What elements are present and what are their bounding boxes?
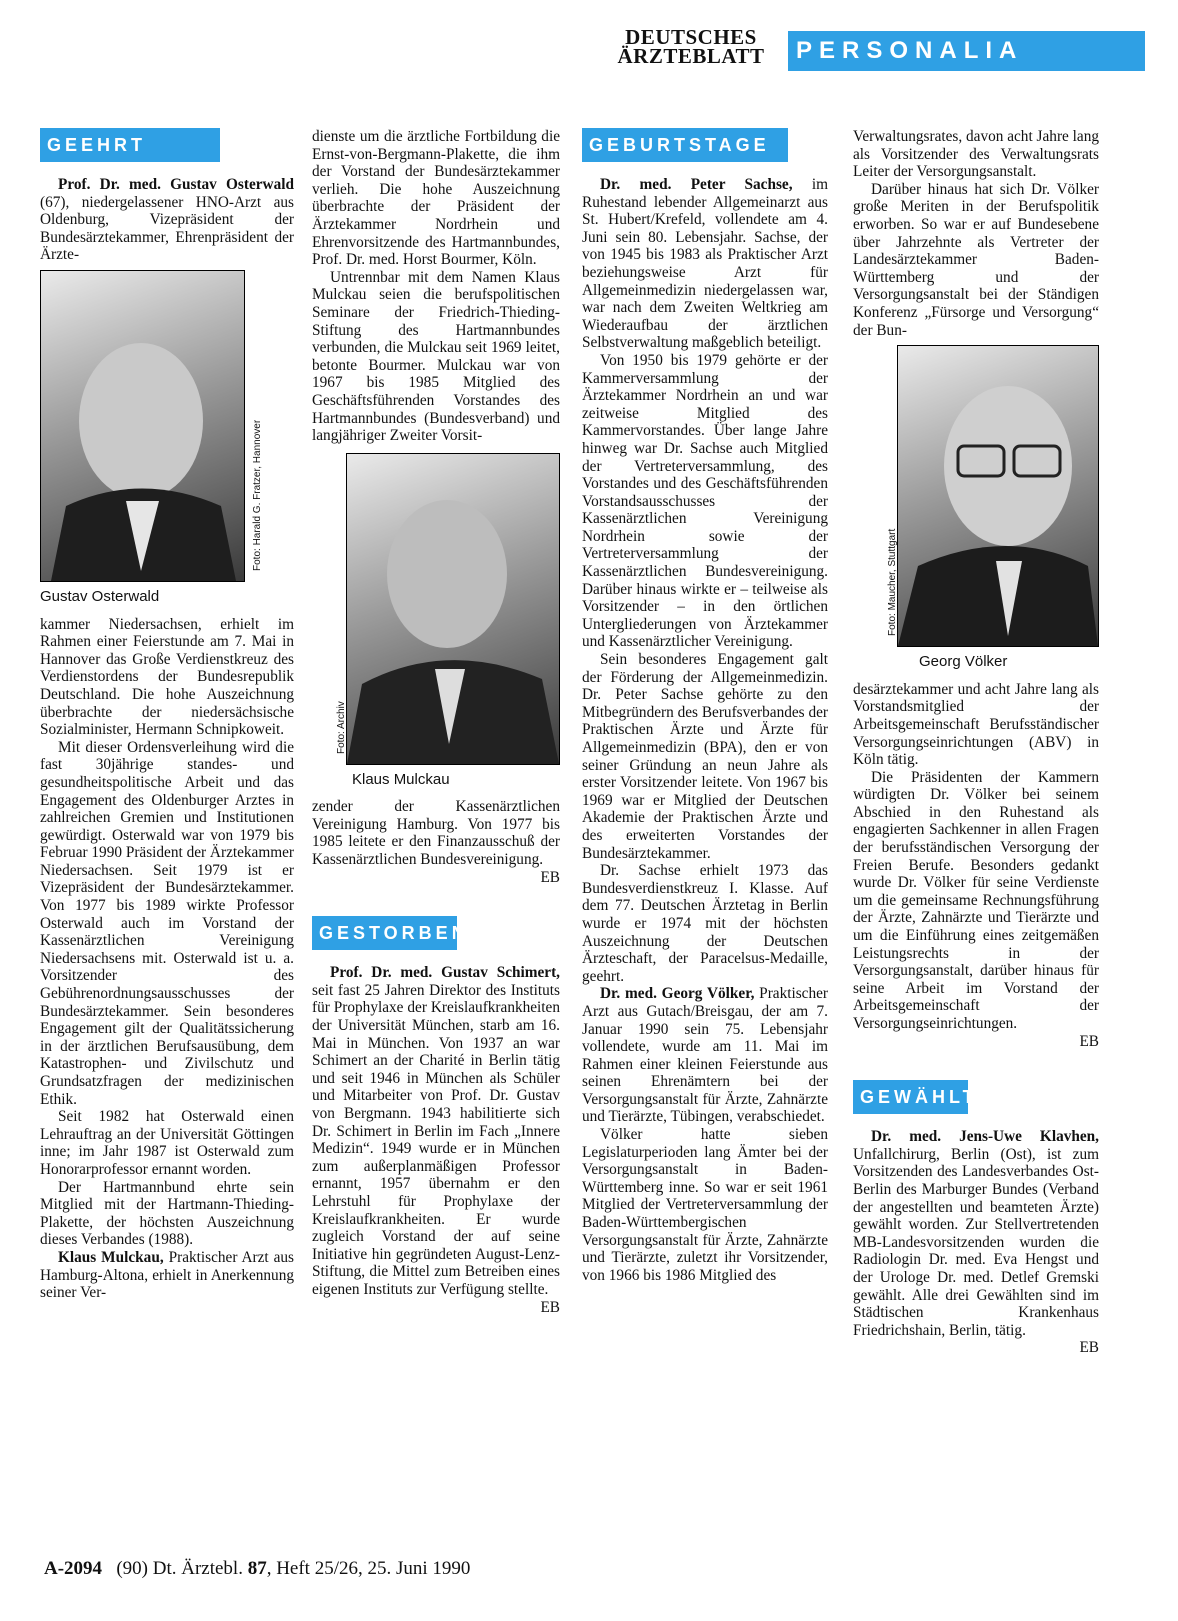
section-title: PERSONALIA [788, 31, 1145, 71]
article-schimert: Prof. Dr. med. Gustav Schimert, seit fast 25 Jahren Direktor des Instituts für Prophylaxe der Kreislaufkrankheiten der Universität München, starb am 16. Mai in München. Von 1937 an war Schimert an der Charité in Berlin tätig und seit 1946 in München als Schüler und Mitarbeiter von Prof. Dr. Gustav von Bergmann. 1943 habilitierte sich Dr. Schimert in Berlin im Fach „Innere Medizin“. 1949 wurde er in München zum außerplanmäßigen Professor ernannt, 1957 übernahm er den Lehrstuhl für Prophylaxe der Kreislaufkrankheiten. Er wurde zugleich Vorstand der auf seine Initiative hin gegründeten August-Lenz-Stiftung, die Mittel zum Betreiben eines eigenen Instituts zur Verfügung stellte. [312, 964, 560, 1298]
article-osterwald-p2: Mit dieser Ordensverleihung wird die fast 30jährige standes- und gesundheitspolitische Arbeit und das Engagement des Oldenburger Arztes in zahlreichen Gremien und Institutionen gewürdigt. Osterwald war von 1979 bis Februar 1990 Präsident der Ärztekammer Niedersachsen. Seit 1979 ist er Vizepräsident der Bundesärztekammer. Von 1977 bis 1989 wirkte Professor Osterwald auch im Vorstand der Kassenärztlichen Vereinigung Niedersachsens mit. Osterwald ist u. a. Vorsitzender des Gebührenordnungsausschusses der Bundesärztekammer. Sein besonderes Engagement gilt der Qualitätssicherung in der ärztlichen Berufsausübung, dem Katastrophen- und Zivilschutz und Grundsatzfragen der medizinischen Ethik. [40, 738, 295, 1108]
article-sachse-p3: Sein besonderes Engagement galt der Förderung der Allgemeinmedizin. Dr. Peter Sachse gehörte zu den Mitbegründern des Berufsverbandes der Praktischen Ärzte und Ärzte für Allgemeinmedizin (BPA), den er von seiner Gründung an neun Jahre als erster Vorsitzender leitete. Von 1967 bis 1969 war er Mitglied der Deutschen Akademie der Praktischen Ärzte und des erweiterten Vorstandes der Bundesärztekammer. [582, 651, 828, 862]
issue-info: , Heft 25/26, 25. Juni 1990 [266, 1558, 471, 1579]
portrait-image [347, 454, 559, 764]
article-sachse-p2: Von 1950 bis 1979 gehörte er der Kammerversammlung der Ärztekammer Nordrhein an und war zeitweise Mitglied des Kammervorstandes. Über lange Jahre hinweg war Dr. Sachse auch Mitglied der Vertreterversammlung, des Vorstandes und des Geschäftsführenden Vorstandsausschusses der Kassenärztlichen Vereinigung Nordrhein sowie der Vertreterversammlung der Kassenärztlichen Bundesvereinigung. Darüber hinaus wirkte er – teilweise als Vorsitzender – in den örtlichen Untergliederungen von Ärztekammer und Kassenärztlicher Vereinigung. [582, 351, 828, 651]
column-2 [312, 128, 560, 1316]
portrait-image [898, 346, 1098, 646]
article-voelker-p6: Die Präsidenten der Kammern würdigten Dr. Völker bei seinem Abschied in den Ruhestand als engagierten Sachkenner in allen Fragen der berufsständischen Versorgung der Freien Berufe. Besonders gedankt wurde Dr. Völker für seine Verdienste um die gemeinsame Rechnungsführung der Ärzte, Zahnärzte und Tierärzte und um die Einführung eines zeitgemäßen Leistungsrechts in der Versorgungsanstalt, darüber hinaus für seine Arbeit im Vorstand der Arbeitsgemeinschaft der Versorgungseinrichtungen. [853, 768, 1099, 1032]
photo-credit: Foto: Harald G. Fratzer, Hannover [252, 419, 263, 571]
citation: (90) Dt. Ärztebl. [116, 1558, 248, 1579]
person-name: Dr. med. Jens-Uwe Klavhen, [871, 1128, 1099, 1146]
column-4 [853, 128, 1099, 1357]
article-mulckau-intro: Klaus Mulckau, Praktischer Arzt aus Hamburg-Altona, erhielt in Anerkennung seiner Ver- [40, 1248, 295, 1302]
photo-caption: Gustav Osterwald [40, 587, 160, 605]
person-name: Prof. Dr. med. Gustav Osterwald [58, 176, 294, 193]
article-klavhen: Dr. med. Jens-Uwe Klavhen, Unfallchirurg, Berlin (Ost), ist zum Vorsitzenden des Landesverbandes Ost-Berlin des Marburger Bundes (Verband der angestellten und beamteten Ärzte) gewählt worden. Zur Stellvertretenden MB-Landesvorsitzenden wurden die Radiologin Dr. med. Eva Hengst und der Urologe Dr. med. Detlef Gremski gewählt. Alle drei Gewählten sind im Städtischen Krankenhaus Friedrichshain, Berlin, tätig. [853, 1128, 1099, 1339]
article-voelker-p2: Völker hatte sieben Legislaturperioden lang Ämter bei der Versorgungsanstalt in Baden-Württemberg inne. So war er seit 1961 Mitglied der Vertreterversammlung der Baden-Württembergischen Versorgungsanstalt für Ärzte, Zahnärzte und Tierärzte, zuletzt ihr Vorsitzender, von 1966 bis 1986 Mitglied des [582, 1126, 828, 1284]
article-mulckau-p1: dienste um die ärztliche Fortbildung die Ernst-von-Bergmann-Plakette, die ihm der Vorstand der Bundesärztekammer verlieh. Die hohe Auszeichnung überbrachte der Präsident der Ärztekammer Nordrhein und Ehrenvorsitzende des Hartmannbundes, Prof. Dr. med. Horst Bourmer, Köln. [312, 128, 560, 269]
article-sachse-p4: Dr. Sachse erhielt 1973 das Bundesverdienstkreuz I. Klasse. Auf dem 77. Deutschen Ärztetag in Berlin wurde er 1974 mit der höchsten Auszeichnung der Deutschen Ärzteschaft, der Paracelsus-Medaille, geehrt. [582, 862, 828, 985]
article-osterwald-p3: Seit 1982 hat Osterwald einen Lehrauftrag an der Universität Göttingen inne; im Jahr 1987 ist Osterwald zum Honorarprofessor ernannt worden. [40, 1108, 294, 1178]
author-signature: EB [540, 868, 560, 886]
article-voelker-intro: Dr. med. Georg Völker, Praktischer Arzt aus Gutach/Breisgau, der am 7. Januar 1990 sein 75. Lebensjahr vollendete, wurde am 11. Mai im Rahmen einer kleinen Feierstunde aus seinen Ehrenämtern bei der Versorgungsanstalt für Ärzte, Zahnärzte und Tierärzte, Tübingen, verabschiedet. [582, 985, 828, 1126]
photo-credit: Foto: Maucher, Stuttgart [887, 528, 898, 637]
person-name: Klaus Mulckau, [58, 1248, 164, 1266]
article-mulckau-p2: Untrennbar mit dem Namen Klaus Mulckau seien die berufspolitischen Seminare der Friedrich-Thieding-Stiftung des Hartmannbundes verbunden, die Mulckau seit 1969 leitet, betonte Bourmer. Mulckau war von 1967 bis 1985 Mitglied des Geschäftsführenden Vorstandes des Hartmannbundes (Bundesverband) und langjähriger Zweiter Vorsit- [312, 268, 560, 445]
heading-gewaehlt: GEWÄHLT [853, 1080, 968, 1114]
article-osterwald-intro: Prof. Dr. med. Gustav Osterwald (67), niedergelassener HNO-Arzt aus Oldenburg, Vizepräsident der Bundesärztekammer, Ehrenpräsident der Ärzte- [40, 176, 294, 264]
heading-geburtstage: GEBURTSTAGE [582, 128, 788, 162]
article-sachse-intro: Dr. med. Peter Sachse, im Ruhestand lebender Allgemeinarzt aus St. Hubert/Krefeld, vollendete am 4. Juni sein 80. Lebensjahr. Sachse, der von 1945 bis 1983 als Praktischer Arzt beziehungsweise Arzt für Allgemeinmedizin niedergelassen war, war nach dem Zweiten Weltkrieg am Wiederaufbau der ärztlichen Selbstverwaltung maßgeblich beteiligt. [582, 176, 828, 352]
masthead-line1: DEUTSCHES [625, 25, 757, 49]
volume-number: 87 [247, 1558, 267, 1579]
portrait-image [41, 271, 244, 581]
heading-gestorben: GESTORBEN [312, 916, 457, 950]
heading-geehrt: GEEHRT [40, 128, 220, 162]
photo-voelker [887, 345, 1099, 647]
article-voelker-p3: Verwaltungsrates, davon acht Jahre lang als Vorsitzender des Verwaltungsrats Leiter der Versorgungsanstalt. [853, 128, 1099, 181]
photo-caption: Klaus Mulckau [352, 770, 450, 788]
person-name: Dr. med. Peter Sachse, [600, 176, 793, 193]
photo-mulckau [336, 453, 560, 765]
page-footer [44, 1558, 470, 1580]
person-name: Dr. med. Georg Völker, [600, 985, 755, 1003]
person-name: Prof. Dr. med. Gustav Schimert, [330, 964, 560, 982]
photo-caption: Georg Völker [919, 653, 1008, 671]
masthead-logo [608, 25, 774, 68]
author-signature: EB [1079, 1032, 1099, 1050]
author-signature: EB [1079, 1339, 1099, 1357]
article-mulckau-p3: zender der Kassenärztlichen Vereinigung Hamburg. Von 1977 bis 1985 leitete er den Finanzausschuß der Kassenärztlichen Bundesvereinigung. [312, 798, 560, 869]
photo-credit: Foto: Archiv [336, 700, 347, 754]
author-signature: EB [540, 1298, 560, 1316]
column-1 [40, 128, 294, 1302]
article-osterwald-p4: Der Hartmannbund ehrte sein Mitglied mit der Hartmann-Thieding-Plakette, der höchsten Auszeichnung dieses Verbandes (1988). [40, 1178, 294, 1249]
photo-osterwald [40, 270, 263, 582]
article-voelker-p4: Darüber hinaus hat sich Dr. Völker große Meriten in der Berufspolitik erworben. So war er auf Bundesebene über Jahrzehnte als Vertreter der Landesärztekammer Baden-Württemberg und der Versorgungsanstalt bei der Ständigen Konferenz „Fürsorge und Versorgung“ der Bun- [853, 180, 1099, 339]
article-voelker-p5: desärztekammer und acht Jahre lang als Vorstandsmitglied der Arbeitsgemeinschaft Berufsständischer Versorgungseinrichtungen (ABV) in Köln tätig. [853, 680, 1099, 769]
article-osterwald-cont: kammer Niedersachsen, erhielt im Rahmen einer Feierstunde am 7. Mai in Hannover das Große Verdienstkreuz des Verdienstordens der Bundesrepublik Deutschland. Die hohe Auszeichnung überbrachte der niedersächsische Sozialminister, Hermann Schnipkoweit. [40, 615, 294, 739]
masthead-line2: ÄRZTEBLATT [617, 44, 765, 68]
column-3 [582, 128, 828, 1284]
page-number: A-2094 [44, 1558, 103, 1579]
